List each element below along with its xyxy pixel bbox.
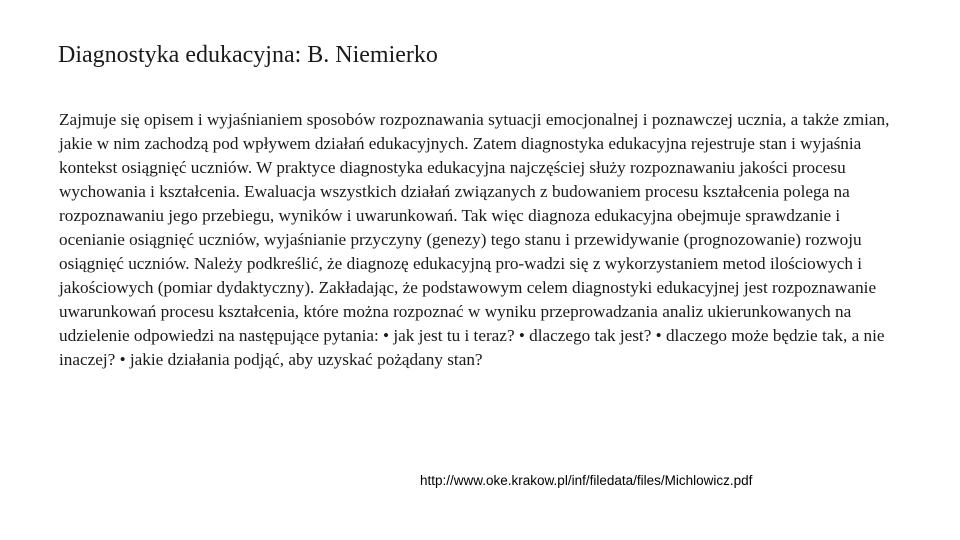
slide-title: Diagnostyka edukacyjna: B. Niemierko bbox=[58, 42, 438, 68]
slide-body-text: Zajmuje się opisem i wyjaśnianiem sposobów rozpoznawania sytuacji emocjonalnej i poznawczej ucznia, a także zmian, jakie w nim zachodzą pod wpływem działań edukacyjnych. Zatem diagnostyka edukacyjna rejestruje stan i wyjaśnia kontekst osiągnięć uczniów. W praktyce diagnostyka edukacyjna najczęściej służy rozpoznawaniu jakości procesu wychowania i kształcenia. Ewaluacja wszystkich działań związanych z budowaniem procesu kształcenia polega na rozpoznawaniu jego przebiegu, wyników i uwarunkowań. Tak więc diagnoza edukacyjna obejmuje sprawdzanie i ocenianie osiągnięć uczniów, wyjaśnianie przyczyny (genezy) tego stanu i przewidywanie (prognozowanie) rozwoju osiągnięć uczniów. Należy podkreślić, że diagnozę edukacyjną pro-wadzi się z wykorzystaniem metod ilościowych i jakościowych (pomiar dydaktyczny). Zakładając, że podstawowym celem diagnostyki edukacyjnej jest rozpoznawanie uwarunkowań procesu kształcenia, które można rozpoznać w wyniku przeprowadzania analiz ukierunkowanych na udzielenie odpowiedzi na następujące pytania: • jak jest tu i teraz? • dlaczego tak jest? • dlaczego może będzie tak, a nie inaczej? • jakie działania podjąć, aby uzyskać pożądany stan? bbox=[59, 110, 890, 369]
source-url: http://www.oke.krakow.pl/inf/filedata/files/Michlowicz.pdf bbox=[420, 473, 753, 488]
